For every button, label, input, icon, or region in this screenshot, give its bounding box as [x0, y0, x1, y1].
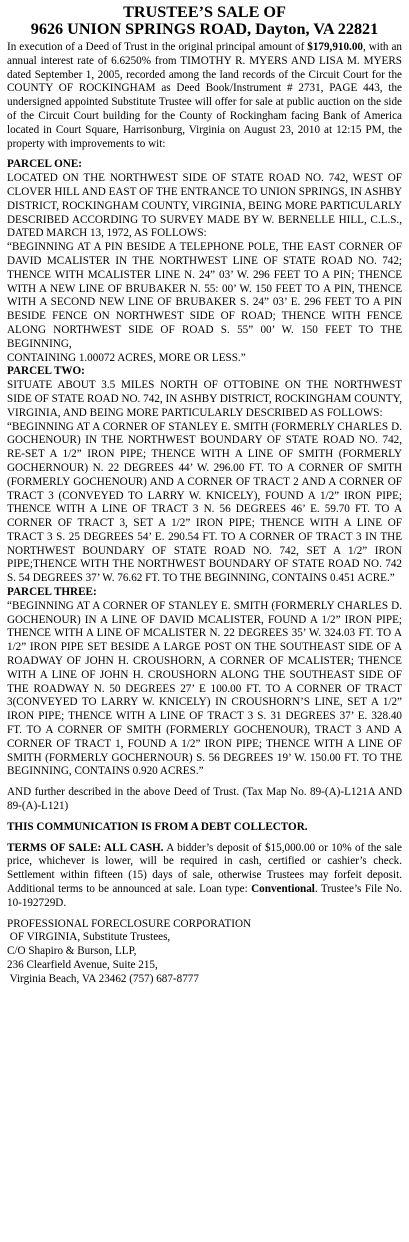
parcel-three-heading: PARCEL THREE:	[7, 586, 97, 599]
parcel-one-section	[7, 158, 402, 365]
parcel-two-description: “BEGINNING AT A CORNER OF STANLEY E. SMITH (FORMERLY CHARLES D. GOCHENOUR) IN THE NORTHWEST BOUNDARY OF STATE ROAD NO. 742, RE-SET A 1/2” IRON PIPE; THENCE WITH A LINE OF SMITH (FORMERLY GOCHERNOUR) N. 22 DEGREES 44’ W. 296.00 FT. TO A CORNER OF SMITH (FORMERLY GOCHENOUR) AND A CORNER OF TRACT 2 AND A CORNER OF TRACT 3 (CONVEYED TO LARRY W. KNICELY), FOUND A 1/2” IRON PIPE; THENCE WITH A LINE OF TRACT 3 N. 56 DEGREES 46’ E. 59.70 FT. TO A CORNER OF TRACT 3, SET A 1/2” IRON PIPE; THENCE WITH A LINE OF TRACT 3 S. 25 DEGREES 54’ E. 290.54 FT. TO A CORNER OF TRACT 3 IN THE NORTHWEST BOUNDARY OF STATE ROAD NO. 742, SET A 1/2” IRON PIPE;THENCE WITH THE NORTHWEST BOUNDARY OF STATE ROAD NO. 742 S. 54 DEGREES 37’ W. 76.62 FT. TO THE BEGINNING, CONTAINS 0.451 ACRE.”	[7, 420, 402, 585]
intro-text-start: In execution of a Deed of Trust in the original principal amount of	[7, 41, 305, 53]
trustee-company: PROFESSIONAL FORECLOSURE CORPORATION	[7, 917, 252, 930]
intro-paragraph	[7, 41, 402, 151]
parcel-one-acreage: CONTAINING 1.00072 ACRES, MORE OR LESS.”	[7, 351, 246, 364]
trustee-city-phone: Virginia Beach, VA 23462 (757) 687-8777	[7, 972, 199, 985]
loan-type: Conventional	[251, 883, 315, 896]
trustee-contact-block	[7, 918, 402, 987]
parcel-three-description: “BEGINNING AT A CORNER OF STANLEY E. SMITH (FORMERLY CHARLES D. GOCHENOUR) IN A LINE OF DAVID MCALISTER, FOUND A 1/2” IRON PIPE; THENCE WITH A LINE OF MCALISTER N. 22 DEGREES 35’ W. 324.03 FT. TO A 1/2” IRON PIPE SET BESIDE A LARGE POST ON THE SOUTHEAST SIDE OF A ROADWAY OF JOHN H. CROUSHORN, A CORNER OF MCALISTER; THENCE WITH A LINE OF JOHN H. CROUSHORN ALONG THE SOUTHEAST SIDE OF THE ROADWAY N. 50 DEGREES 27’ E 100.00 FT. TO A CORNER OF TRACT 3(CONVEYED TO LARRY W. KNICELY) IN CROUSHORN’S LINE, SET A 1/2” IRON PIPE; THENCE WITH A LINE OF TRACT 3 S. 31 DEGREES 37’ E. 328.40 FT. TO A CORNER OF SMITH (FORMERLY GOCHENOUR), TRACT 3 AND A CORNER OF TRACT 1, FOUND A 1/2” IRON PIPE; THENCE WITH A LINE OF SMITH (FORMERLY GOCHERNOUR) S. 56 DEGREES 19’ W. 150.00 FT. TO THE BEGINNING, CONTAINS 0.920 ACRES.”	[7, 599, 402, 778]
parcel-one-location: LOCATED ON THE NORTHWEST SIDE OF STATE ROAD NO. 742, WEST OF CLOVER HILL AND EAST OF THE ENTRANCE TO UNION SPRINGS, IN ASHBY DISTRICT, ROCKINGHAM COUNTY, VIRGINIA, BEING MORE PARTICULARLY DESCRIBED ACCORDING TO SURVEY MADE BY W. BERNELLE HILL, C.L.S., DATED MARCH 13, 1972, AS FOLLOWS:	[7, 172, 402, 240]
parcel-two-section	[7, 365, 402, 586]
property-address: 9626 UNION SPRINGS ROAD, Dayton, VA 22821	[30, 20, 379, 38]
parcel-two-location: SITUATE ABOUT 3.5 MILES NORTH OF OTTOBINE ON THE NORTHWEST SIDE OF STATE ROAD NO. 742, IN ASHBY DISTRICT, ROCKINGHAM COUNTY, VIRGINIA, AND BEING MORE PARTICULARLY DESCRIBED AS FOLLOWS:	[7, 379, 402, 419]
parcel-one-heading: PARCEL ONE:	[7, 158, 82, 171]
terms-text: A bidder’s deposit of $15,000.00 or 10% of the sale price, whichever is lower, will be required in cash, certified or cashier’s check. Settlement within fifteen (15) days of sale, otherwise Trustees may forfeit deposit. Additional terms to be announced at sale. Loan type:	[7, 841, 402, 896]
trustee-company-state: OF VIRGINIA, Substitute Trustees,	[7, 931, 171, 944]
notice-title: TRUSTEE’S SALE OF	[123, 3, 286, 21]
further-description: AND further described in the above Deed of Trust. (Tax Map No. 89-(A)-L121A AND 89-(A)-L121)	[7, 786, 402, 813]
parcel-three-section	[7, 586, 402, 779]
principal-amount: $179,910.00	[307, 41, 363, 53]
debt-collector-notice: THIS COMMUNICATION IS FROM A DEBT COLLECTOR.	[7, 820, 308, 833]
parcel-two-heading: PARCEL TWO:	[7, 365, 85, 378]
terms-label: TERMS OF SALE: ALL CASH.	[7, 841, 164, 854]
notice-header	[7, 4, 402, 38]
intro-text-rest: , with an annual interest rate of 6.6250% from TIMOTHY R. MYERS AND LISA M. MYERS dated September 1, 2005, recorded among the land records of the Circuit Court for the COUNTY OF ROCKINGHAM as Deed Book/Instrument # 2731, PAGE 443, the undersigned appointed Substitute Trustee will offer for sale at public auction on the side of the Circuit Court building for the County of Rockingham facing Bank of America located in Court Square, Harrisonburg, Virginia on August 23, 2010 at 12:15 PM, the property with improvements to wit:	[7, 41, 402, 150]
terms-of-sale	[7, 842, 402, 911]
trustee-file-no: . Trustee’s File No. 10-192729D.	[7, 883, 402, 909]
trustee-street-address: 236 Clearfield Avenue, Suite 215,	[7, 959, 158, 971]
legal-notice	[7, 0, 402, 987]
trustee-care-of: C/O Shapiro & Burson, LLP,	[7, 945, 137, 958]
parcel-one-description: “BEGINNING AT A PIN BESIDE A TELEPHONE POLE, THE EAST CORNER OF DAVID MCALISTER IN THE NORTHWEST LINE OF STATE ROAD NO. 742; THENCE WITH MCALISTER LINE N. 24” 03’ W. 296 FEET TO A PIN; THENCE WITH A NEW LINE OF BRUBAKER N. 55: 00’ W. 150 FEET TO A PIN, THENCE WITH A SECOND NEW LINE OF BRUBAKER S. 24” 03’ E. 296 FEET TO A PIN BESIDE FENCE ON NORTHWEST SIDE OF ROAD; THENCE WITH FENCE ALONG NORTHWEST SIDE OF ROAD S. 55” 00’ W. 150 FEET TO THE BEGINNING,	[7, 241, 402, 350]
